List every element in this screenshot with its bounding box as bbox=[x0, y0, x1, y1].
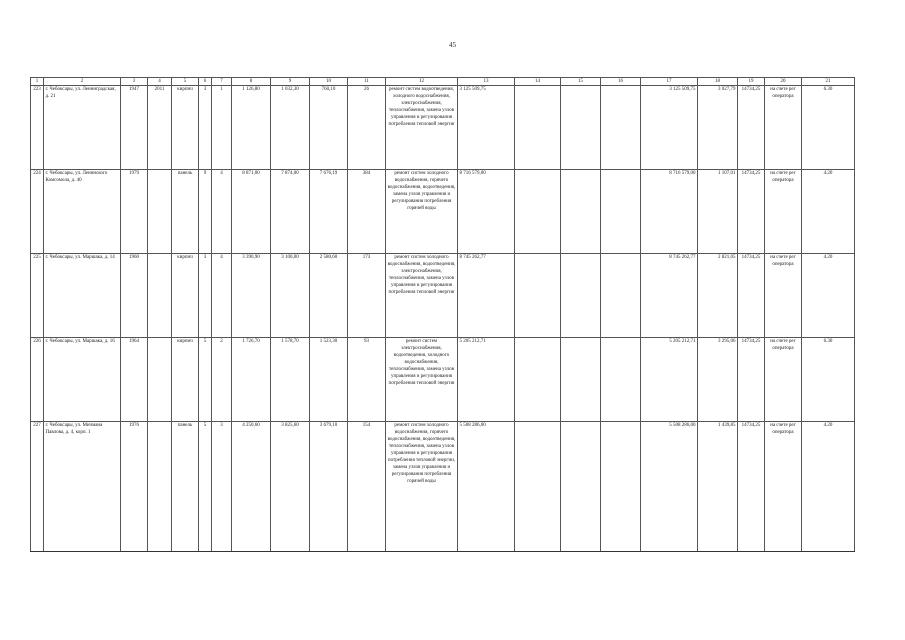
rate-cell: 6.30 bbox=[802, 86, 855, 170]
unit-cost-cell: 1 107,01 bbox=[698, 170, 738, 254]
funding-method-cell: на счете рег оператора bbox=[765, 170, 802, 254]
area-cell: 7 676,19 bbox=[310, 170, 348, 254]
unit-cost-cell: 3 027,79 bbox=[698, 86, 738, 170]
row-number: 225 bbox=[31, 254, 44, 338]
year-built-cell: 1960 bbox=[121, 254, 148, 338]
address-cell: г. Чебоксары, ул. Ленинградская, д. 21 bbox=[44, 86, 121, 170]
table-row bbox=[31, 254, 855, 338]
address-cell: г. Чебоксары, ул. Ленинского Комсомола, д. 40 bbox=[44, 170, 121, 254]
column-number-cell: 19 bbox=[738, 78, 765, 86]
column-number-cell: 9 bbox=[271, 78, 310, 86]
year-built-cell: 1979 bbox=[121, 170, 148, 254]
column-number-cell: 4 bbox=[148, 78, 172, 86]
area-cell: 2 580,60 bbox=[310, 254, 348, 338]
year-built-cell: 1964 bbox=[121, 338, 148, 422]
row-number: 226 bbox=[31, 338, 44, 422]
column-number-cell: 8 bbox=[232, 78, 271, 86]
entrances-cell: 2 bbox=[212, 338, 232, 422]
empty-cell bbox=[561, 254, 601, 338]
wall-material-cell: кирпич bbox=[172, 338, 199, 422]
entrances-cell: 4 bbox=[212, 170, 232, 254]
column-number-cell: 5 bbox=[172, 78, 199, 86]
total-cost-cell: 5 205 212,71 bbox=[458, 338, 515, 422]
wall-material-cell: кирпич bbox=[172, 86, 199, 170]
year-cell bbox=[148, 170, 172, 254]
empty-cell bbox=[561, 422, 601, 552]
funding-method-cell: на счете рег оператора bbox=[765, 422, 802, 552]
total-area-cell: 8 871,00 bbox=[232, 170, 271, 254]
column-number-cell: 13 bbox=[458, 78, 515, 86]
cost-cell: 5 508 286,00 bbox=[641, 422, 698, 552]
limit-cost-cell: 14734,25 bbox=[738, 338, 765, 422]
year-cell bbox=[148, 338, 172, 422]
column-number-cell: 17 bbox=[641, 78, 698, 86]
living-area-cell: 3 825,60 bbox=[271, 422, 310, 552]
limit-cost-cell: 14734,25 bbox=[738, 254, 765, 338]
unit-cost-cell: 1 439,85 bbox=[698, 422, 738, 552]
column-number-cell: 12 bbox=[386, 78, 458, 86]
area-cell: 1 523,30 bbox=[310, 338, 348, 422]
entrances-cell: 3 bbox=[212, 422, 232, 552]
funding-method-cell: на счете рег оператора bbox=[765, 254, 802, 338]
works-description-cell: ремонт систем электроснабжения, водоотведения, холодного водоснабжения, теплоснабжения, замена узлов управления и регулирования потребления тепловой энергии bbox=[386, 338, 458, 422]
row-number: 223 bbox=[31, 86, 44, 170]
residents-cell: 26 bbox=[348, 86, 386, 170]
table-row bbox=[31, 338, 855, 422]
limit-cost-cell: 14734,25 bbox=[738, 422, 765, 552]
empty-cell bbox=[601, 254, 641, 338]
cost-cell: 5 205 212,71 bbox=[641, 338, 698, 422]
column-number-cell: 20 bbox=[765, 78, 802, 86]
works-description-cell: ремонт систем холодного водоснабжения, горячего водоснабжения, водоотведения, теплоснабжения, замена узлов управления и регулирования потребления тепловой энергии, замена узлов управления и регулирования потребления горячей воды bbox=[386, 422, 458, 552]
address-cell: г. Чебоксары, ул. Маршака, д. 14 bbox=[44, 254, 121, 338]
floors-cell: 3 bbox=[199, 254, 212, 338]
column-number-cell: 3 bbox=[121, 78, 148, 86]
total-cost-cell: 8 745 262,77 bbox=[458, 254, 515, 338]
cost-cell: 8 716 579,00 bbox=[641, 170, 698, 254]
address-cell: г. Чебоксары, ул. Маршака, д. 16 bbox=[44, 338, 121, 422]
empty-cell bbox=[561, 338, 601, 422]
floors-cell: 5 bbox=[199, 338, 212, 422]
residents-cell: 173 bbox=[348, 254, 386, 338]
area-cell: 760,10 bbox=[310, 86, 348, 170]
row-number: 227 bbox=[31, 422, 44, 552]
wall-material-cell: панель bbox=[172, 422, 199, 552]
works-description-cell: ремонт систем холодного водоснабжения, водоотведения, электроснабжения, теплоснабжения, замена узлов управления и регулирования потребления тепловой энергии bbox=[386, 254, 458, 338]
table-row bbox=[31, 86, 855, 170]
year-built-cell: 1976 bbox=[121, 422, 148, 552]
column-number-cell: 11 bbox=[348, 78, 386, 86]
rate-cell: 4.20 bbox=[802, 254, 855, 338]
empty-cell bbox=[515, 170, 561, 254]
rate-cell: 4.20 bbox=[802, 170, 855, 254]
column-number-cell: 6 bbox=[199, 78, 212, 86]
living-area-cell: 3 100,00 bbox=[271, 254, 310, 338]
year-cell bbox=[148, 422, 172, 552]
column-number-cell: 16 bbox=[601, 78, 641, 86]
empty-cell bbox=[515, 338, 561, 422]
funding-method-cell: на счете рег оператора bbox=[765, 338, 802, 422]
table-row bbox=[31, 422, 855, 552]
area-cell: 3 679,10 bbox=[310, 422, 348, 552]
wall-material-cell: панель bbox=[172, 170, 199, 254]
unit-cost-cell: 2 821,05 bbox=[698, 254, 738, 338]
cost-cell: 8 745 262,77 bbox=[641, 254, 698, 338]
empty-cell bbox=[601, 86, 641, 170]
residents-cell: 93 bbox=[348, 338, 386, 422]
column-number-cell: 18 bbox=[698, 78, 738, 86]
total-area-cell: 1 126,80 bbox=[232, 86, 271, 170]
empty-cell bbox=[601, 338, 641, 422]
total-cost-cell: 8 716 579,00 bbox=[458, 170, 515, 254]
capital-repair-table bbox=[30, 77, 855, 552]
year-cell bbox=[148, 254, 172, 338]
entrances-cell: 4 bbox=[212, 254, 232, 338]
empty-cell bbox=[515, 86, 561, 170]
column-number-cell: 21 bbox=[802, 78, 855, 86]
floors-cell: 9 bbox=[199, 170, 212, 254]
works-description-cell: ремонт систем водоотведения, холодного водоснабжения, электроснабжения, теплоснабжения, замена узлов управления и регулирования потребления тепловой энергии bbox=[386, 86, 458, 170]
cost-cell: 3 125 509,75 bbox=[641, 86, 698, 170]
wall-material-cell: кирпич bbox=[172, 254, 199, 338]
column-number-row bbox=[31, 78, 855, 86]
total-area-cell: 1 726,70 bbox=[232, 338, 271, 422]
rate-cell: 6.30 bbox=[802, 338, 855, 422]
column-number-cell: 2 bbox=[44, 78, 121, 86]
entrances-cell: 1 bbox=[212, 86, 232, 170]
column-number-cell: 1 bbox=[31, 78, 44, 86]
empty-cell bbox=[515, 422, 561, 552]
row-number: 224 bbox=[31, 170, 44, 254]
empty-cell bbox=[561, 170, 601, 254]
total-area-cell: 4 250,60 bbox=[232, 422, 271, 552]
residents-cell: 154 bbox=[348, 422, 386, 552]
column-number-cell: 15 bbox=[561, 78, 601, 86]
limit-cost-cell: 14734,25 bbox=[738, 170, 765, 254]
empty-cell bbox=[561, 86, 601, 170]
funding-method-cell: на счете рег оператора bbox=[765, 86, 802, 170]
living-area-cell: 1 032,30 bbox=[271, 86, 310, 170]
year-built-cell: 1947 bbox=[121, 86, 148, 170]
works-description-cell: ремонт систем холодного водоснабжения, горячего водоснабжения, водоотведения, замена узлов управления и регулирования потребления горячей воды bbox=[386, 170, 458, 254]
empty-cell bbox=[601, 170, 641, 254]
year-cell: 2011 bbox=[148, 86, 172, 170]
living-area-cell: 7 874,00 bbox=[271, 170, 310, 254]
total-cost-cell: 3 125 509,75 bbox=[458, 86, 515, 170]
column-number-cell: 10 bbox=[310, 78, 348, 86]
column-number-cell: 7 bbox=[212, 78, 232, 86]
address-cell: г. Чебоксары, ул. Мичмана Павлова, д. 4, корп. 1 bbox=[44, 422, 121, 552]
residents-cell: 384 bbox=[348, 170, 386, 254]
total-area-cell: 3 390,90 bbox=[232, 254, 271, 338]
rate-cell: 4.20 bbox=[802, 422, 855, 552]
unit-cost-cell: 3 295,06 bbox=[698, 338, 738, 422]
column-number-cell: 14 bbox=[515, 78, 561, 86]
floors-cell: 3 bbox=[199, 86, 212, 170]
floors-cell: 5 bbox=[199, 422, 212, 552]
empty-cell bbox=[515, 254, 561, 338]
total-cost-cell: 5 508 286,00 bbox=[458, 422, 515, 552]
living-area-cell: 1 578,70 bbox=[271, 338, 310, 422]
limit-cost-cell: 14734,25 bbox=[738, 86, 765, 170]
empty-cell bbox=[601, 422, 641, 552]
table-row bbox=[31, 170, 855, 254]
page-number: 45 bbox=[449, 41, 456, 49]
